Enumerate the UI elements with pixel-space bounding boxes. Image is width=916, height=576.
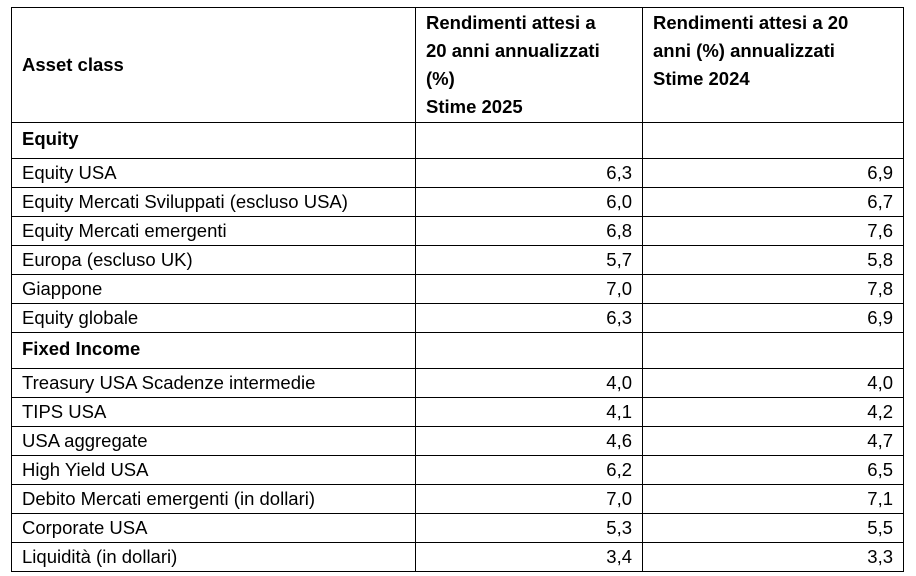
asset-name-cell: Equity globale (12, 304, 416, 333)
return-2025-cell: 4,6 (416, 427, 643, 456)
asset-name-cell: Treasury USA Scadenze intermedie (12, 369, 416, 398)
header-2025-line: 20 anni annualizzati (426, 40, 600, 61)
header-returns-2025 (416, 8, 643, 123)
return-2025-cell: 6,0 (416, 188, 643, 217)
table-row (12, 188, 904, 217)
return-2025-cell: 5,3 (416, 514, 643, 543)
section-empty-cell (643, 123, 904, 159)
return-2025-cell: 6,8 (416, 217, 643, 246)
return-2024-cell: 6,5 (643, 456, 904, 485)
return-2025-cell: 5,7 (416, 246, 643, 275)
asset-name-cell: Liquidità (in dollari) (12, 543, 416, 572)
asset-name-cell: Corporate USA (12, 514, 416, 543)
header-2024-line: Stime 2024 (653, 68, 750, 89)
return-2024-cell: 7,1 (643, 485, 904, 514)
table-row (12, 304, 904, 333)
section-row (12, 333, 904, 369)
table-row (12, 246, 904, 275)
return-2025-cell: 6,3 (416, 159, 643, 188)
asset-name-cell: Equity Mercati Sviluppati (escluso USA) (12, 188, 416, 217)
return-2024-cell: 7,8 (643, 275, 904, 304)
header-2024-line: anni (%) annualizzati (653, 40, 835, 61)
return-2025-cell: 7,0 (416, 275, 643, 304)
header-asset-class: Asset class (12, 8, 416, 123)
section-row (12, 123, 904, 159)
return-2025-cell: 3,4 (416, 543, 643, 572)
asset-name-cell: Equity Mercati emergenti (12, 217, 416, 246)
header-2025-line: Rendimenti attesi a (426, 12, 596, 33)
return-2025-cell: 7,0 (416, 485, 643, 514)
header-2025-line: (%) (426, 68, 455, 89)
return-2024-cell: 6,9 (643, 304, 904, 333)
asset-name-cell: USA aggregate (12, 427, 416, 456)
section-empty-cell (416, 333, 643, 369)
header-2024-line: Rendimenti attesi a 20 (653, 12, 849, 33)
table-row (12, 369, 904, 398)
table-row (12, 514, 904, 543)
table-row (12, 543, 904, 572)
table-row (12, 427, 904, 456)
return-2024-cell: 5,5 (643, 514, 904, 543)
table-row (12, 275, 904, 304)
return-2025-cell: 4,1 (416, 398, 643, 427)
return-2024-cell: 3,3 (643, 543, 904, 572)
table-row (12, 485, 904, 514)
return-2024-cell: 4,2 (643, 398, 904, 427)
table-row (12, 217, 904, 246)
return-2024-cell: 4,7 (643, 427, 904, 456)
asset-name-cell: Giappone (12, 275, 416, 304)
return-2024-cell: 7,6 (643, 217, 904, 246)
asset-name-cell: Debito Mercati emergenti (in dollari) (12, 485, 416, 514)
return-2024-cell: 4,0 (643, 369, 904, 398)
section-empty-cell (643, 333, 904, 369)
table-row (12, 159, 904, 188)
return-2024-cell: 6,7 (643, 188, 904, 217)
section-title: Equity (12, 123, 416, 159)
header-row (12, 8, 904, 123)
return-2025-cell: 4,0 (416, 369, 643, 398)
table-row (12, 456, 904, 485)
expected-returns-table (11, 7, 904, 572)
asset-name-cell: TIPS USA (12, 398, 416, 427)
header-returns-2024 (643, 8, 904, 123)
return-2025-cell: 6,2 (416, 456, 643, 485)
section-empty-cell (416, 123, 643, 159)
header-2025-line: Stime 2025 (426, 96, 523, 117)
table-body (12, 123, 904, 572)
asset-name-cell: High Yield USA (12, 456, 416, 485)
return-2025-cell: 6,3 (416, 304, 643, 333)
asset-name-cell: Europa (escluso UK) (12, 246, 416, 275)
table-row (12, 398, 904, 427)
table-header (12, 8, 904, 123)
return-2024-cell: 6,9 (643, 159, 904, 188)
return-2024-cell: 5,8 (643, 246, 904, 275)
section-title: Fixed Income (12, 333, 416, 369)
asset-name-cell: Equity USA (12, 159, 416, 188)
